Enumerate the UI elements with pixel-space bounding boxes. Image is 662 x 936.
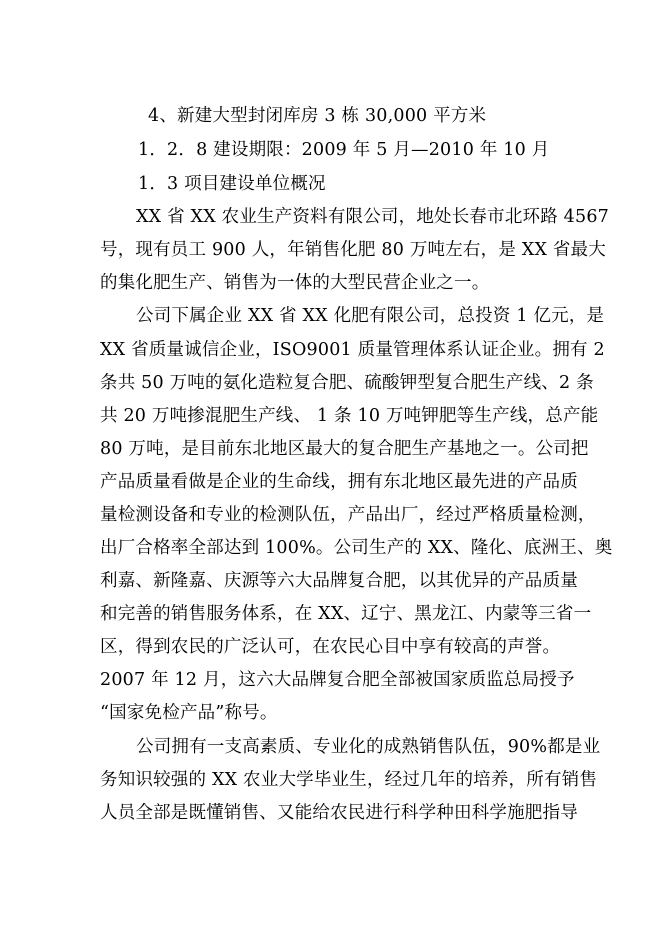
text-line-para3-3: 人员全部是既懂销售、又能给农民进行科学种田科学施肥指导 (100, 803, 578, 823)
text-line-para2-12: 2007 年 12 月，这六大品牌复合肥全部被国家质监总局授予 (100, 670, 575, 690)
text-line-para2-8: 出厂合格率全部达到 100%。公司生产的 XX、隆化、底洲王、奥 (100, 538, 613, 558)
text-line-para2-11: 区，得到农民的广泛认可，在农民心目中享有较高的声誉。 (100, 637, 561, 657)
text-line-para2-6: 产品质量看做是企业的生命线，拥有东北地区最先进的产品质 (100, 472, 578, 492)
text-line-para2-9: 利嘉、新隆嘉、庆源等六大品牌复合肥，以其优异的产品质量 (100, 571, 578, 591)
text-line-para3-2: 务知识较强的 XX 农业大学毕业生，经过几年的培养，所有销售 (100, 770, 598, 790)
text-line-para2-10: 和完善的销售服务体系，在 XX、辽宁、黑龙江、内蒙等三省一 (100, 604, 592, 624)
text-line-para2-13: “国家免检产品”称号。 (100, 703, 278, 723)
text-line-item-4: 4、新建大型封闭库房 3 栋 30,000 平方米 (148, 106, 487, 126)
text-line-para1-1: XX 省 XX 农业生产资料有限公司，地处长春市北环路 4567 (136, 207, 610, 227)
text-line-para1-2: 号，现有员工 900 人，年销售化肥 80 万吨左右，是 XX 省最大 (100, 240, 606, 260)
text-line-para2-2: XX 省质量诚信企业，ISO9001 质量管理体系认证企业。拥有 2 (100, 340, 605, 360)
text-line-para2-4: 共 20 万吨掺混肥生产线、 1 条 10 万吨钾肥等生产线，总产能 (100, 406, 599, 426)
text-line-para2-5: 80 万吨，是目前东北地区最大的复合肥生产基地之一。公司把 (100, 439, 589, 459)
text-line-para3-1: 公司拥有一支高素质、专业化的成熟销售队伍，90%都是业 (136, 737, 601, 757)
text-line-section-1-2-8: 1．2．8 建设期限：2009 年 5 月—2010 年 10 月 (138, 140, 550, 160)
text-line-para2-7: 量检测设备和专业的检测队伍，产品出厂，经过严格质量检测， (100, 505, 596, 525)
text-line-section-1-3: 1．3 项目建设单位概况 (138, 174, 326, 194)
text-line-para2-1: 公司下属企业 XX 省 XX 化肥有限公司，总投资 1 亿元，是 (136, 306, 605, 326)
text-line-para1-3: 的集化肥生产、销售为一体的大型民营企业之一。 (100, 273, 490, 293)
text-line-para2-3: 条共 50 万吨的氨化造粒复合肥、硫酸钾型复合肥生产线、2 条 (100, 373, 594, 393)
